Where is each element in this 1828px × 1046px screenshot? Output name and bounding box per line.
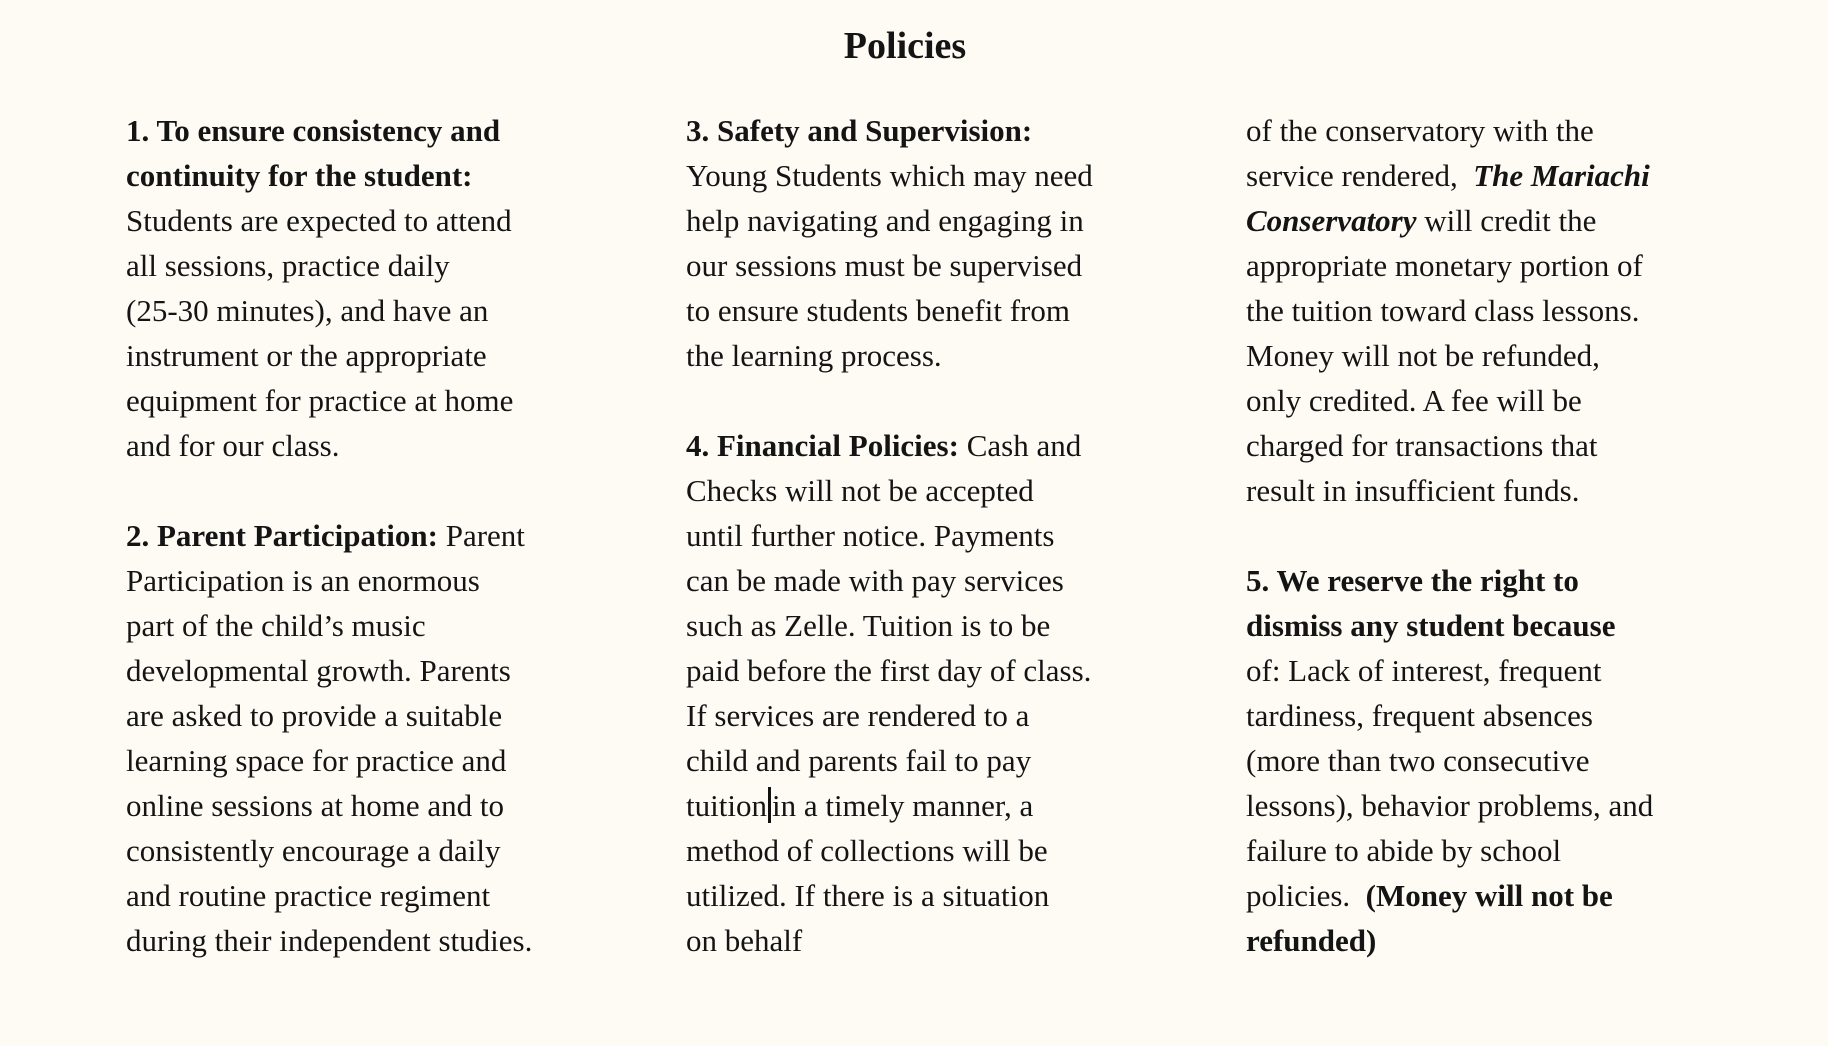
- section-5-heading-line-1: 5. We reserve the right to: [1246, 563, 1579, 598]
- section-4-continued-line: service rendered, The Mariachi: [1246, 158, 1650, 193]
- section-4-continued-line: charged for transactions that: [1246, 428, 1598, 463]
- section-1-text-line: equipment for practice at home: [126, 383, 514, 418]
- section-4-text-line: until further notice. Payments: [686, 518, 1055, 553]
- column-1: [126, 108, 586, 963]
- section-4-text-line: Checks will not be accepted: [686, 473, 1034, 508]
- section-2-text-line: part of the child’s music: [126, 608, 426, 643]
- section-4-text-line: such as Zelle. Tuition is to be: [686, 608, 1051, 643]
- section-1-text-line: instrument or the appropriate: [126, 338, 487, 373]
- section-5-text-line: policies. (Money will not be: [1246, 878, 1613, 913]
- section-4-heading-line: [686, 423, 1146, 468]
- organization-name: The Mariachi: [1473, 158, 1650, 193]
- section-2-text-line: developmental growth. Parents: [126, 653, 511, 688]
- section-4-continued-line: Conservatory will credit the: [1246, 203, 1597, 238]
- page-title: Policies: [843, 25, 967, 67]
- section-4-continued-line: Money will not be refunded,: [1246, 338, 1600, 373]
- section-3-text-line: to ensure students benefit from: [686, 293, 1070, 328]
- section-4-text-line: child and parents fail to pay: [686, 743, 1032, 778]
- organization-name: Conservatory: [1246, 203, 1417, 238]
- section-1-text-line: Students are expected to attend: [126, 203, 512, 238]
- section-2-text-line: and routine practice regiment: [126, 878, 491, 913]
- section-5-text-line: lessons), behavior problems, and: [1246, 788, 1654, 823]
- section-2-heading-line: [126, 513, 586, 558]
- section-3-text-line: the learning process.: [686, 338, 942, 373]
- section-1-text-line: all sessions, practice daily: [126, 248, 450, 283]
- text-after-cursor: in a timely manner, a: [771, 788, 1034, 823]
- paragraph-gap: [126, 468, 586, 513]
- section-4-continued-line: only credited. A fee will be: [1246, 383, 1582, 418]
- section-5-text-line: failure to abide by school: [1246, 833, 1562, 868]
- section-4-text-line: If services are rendered to a: [686, 698, 1030, 733]
- section-4-continued-line: appropriate monetary portion of: [1246, 248, 1643, 283]
- section-2-text-line: learning space for practice and: [126, 743, 507, 778]
- section-1-text-line: (25-30 minutes), and have an: [126, 293, 489, 328]
- text-before-cursor: tuition: [686, 788, 767, 823]
- section-2-text-line: online sessions at home and to: [126, 788, 504, 823]
- section-5-text-line: [1246, 918, 1706, 963]
- section-5-text-line: (more than two consecutive: [1246, 743, 1590, 778]
- section-2-text-start: Parent: [437, 518, 525, 553]
- section-4-heading: 4. Financial Policies:: [686, 428, 959, 463]
- section-3-heading-line: [686, 108, 1146, 153]
- text-cursor: [768, 787, 771, 823]
- section-4-continued-line: the tuition toward class lessons.: [1246, 293, 1640, 328]
- section-5-text-line: of: Lack of interest, frequent: [1246, 653, 1602, 688]
- section-2-heading: 2. Parent Participation:: [126, 518, 438, 553]
- section-1-heading-line-1: 1. To ensure consistency and: [126, 113, 501, 148]
- column-3: [1246, 108, 1706, 963]
- section-4-text-line-with-cursor[interactable]: [686, 783, 1146, 828]
- section-3-text-line: Young Students which may need: [686, 158, 1093, 193]
- column-2: [686, 108, 1146, 963]
- section-1-heading-line-2: continuity for the student:: [126, 158, 473, 193]
- section-4-text-start: Cash and: [958, 428, 1082, 463]
- no-refund-note: (Money will not be: [1365, 878, 1613, 913]
- section-2-text-line: during their independent studies.: [126, 923, 533, 958]
- section-2-text-line: are asked to provide a suitable: [126, 698, 503, 733]
- paragraph-gap: [686, 378, 1146, 423]
- paragraph-gap: [1246, 513, 1706, 558]
- section-4-text-line: paid before the first day of class.: [686, 653, 1092, 688]
- section-1-text-line: and for our class.: [126, 428, 340, 463]
- section-5-heading-line-2: dismiss any student because: [1246, 608, 1616, 643]
- section-5-text-line: tardiness, frequent absences: [1246, 698, 1593, 733]
- section-4-text-line: on behalf: [686, 923, 803, 958]
- section-2-text-line: Participation is an enormous: [126, 563, 480, 598]
- section-4-text-line: method of collections will be: [686, 833, 1048, 868]
- section-3-text-line: our sessions must be supervised: [686, 248, 1083, 283]
- section-4-text-line: can be made with pay services: [686, 563, 1064, 598]
- section-2-text-line: consistently encourage a daily: [126, 833, 501, 868]
- section-3-heading: 3. Safety and Supervision:: [686, 113, 1033, 148]
- section-4-text-line: utilized. If there is a situation: [686, 878, 1050, 913]
- section-3-text-line: help navigating and engaging in: [686, 203, 1084, 238]
- no-refund-note-end: refunded): [1246, 923, 1377, 958]
- section-4-continued-line: result in insufficient funds.: [1246, 473, 1580, 508]
- section-4-continued-line: of the conservatory with the: [1246, 113, 1594, 148]
